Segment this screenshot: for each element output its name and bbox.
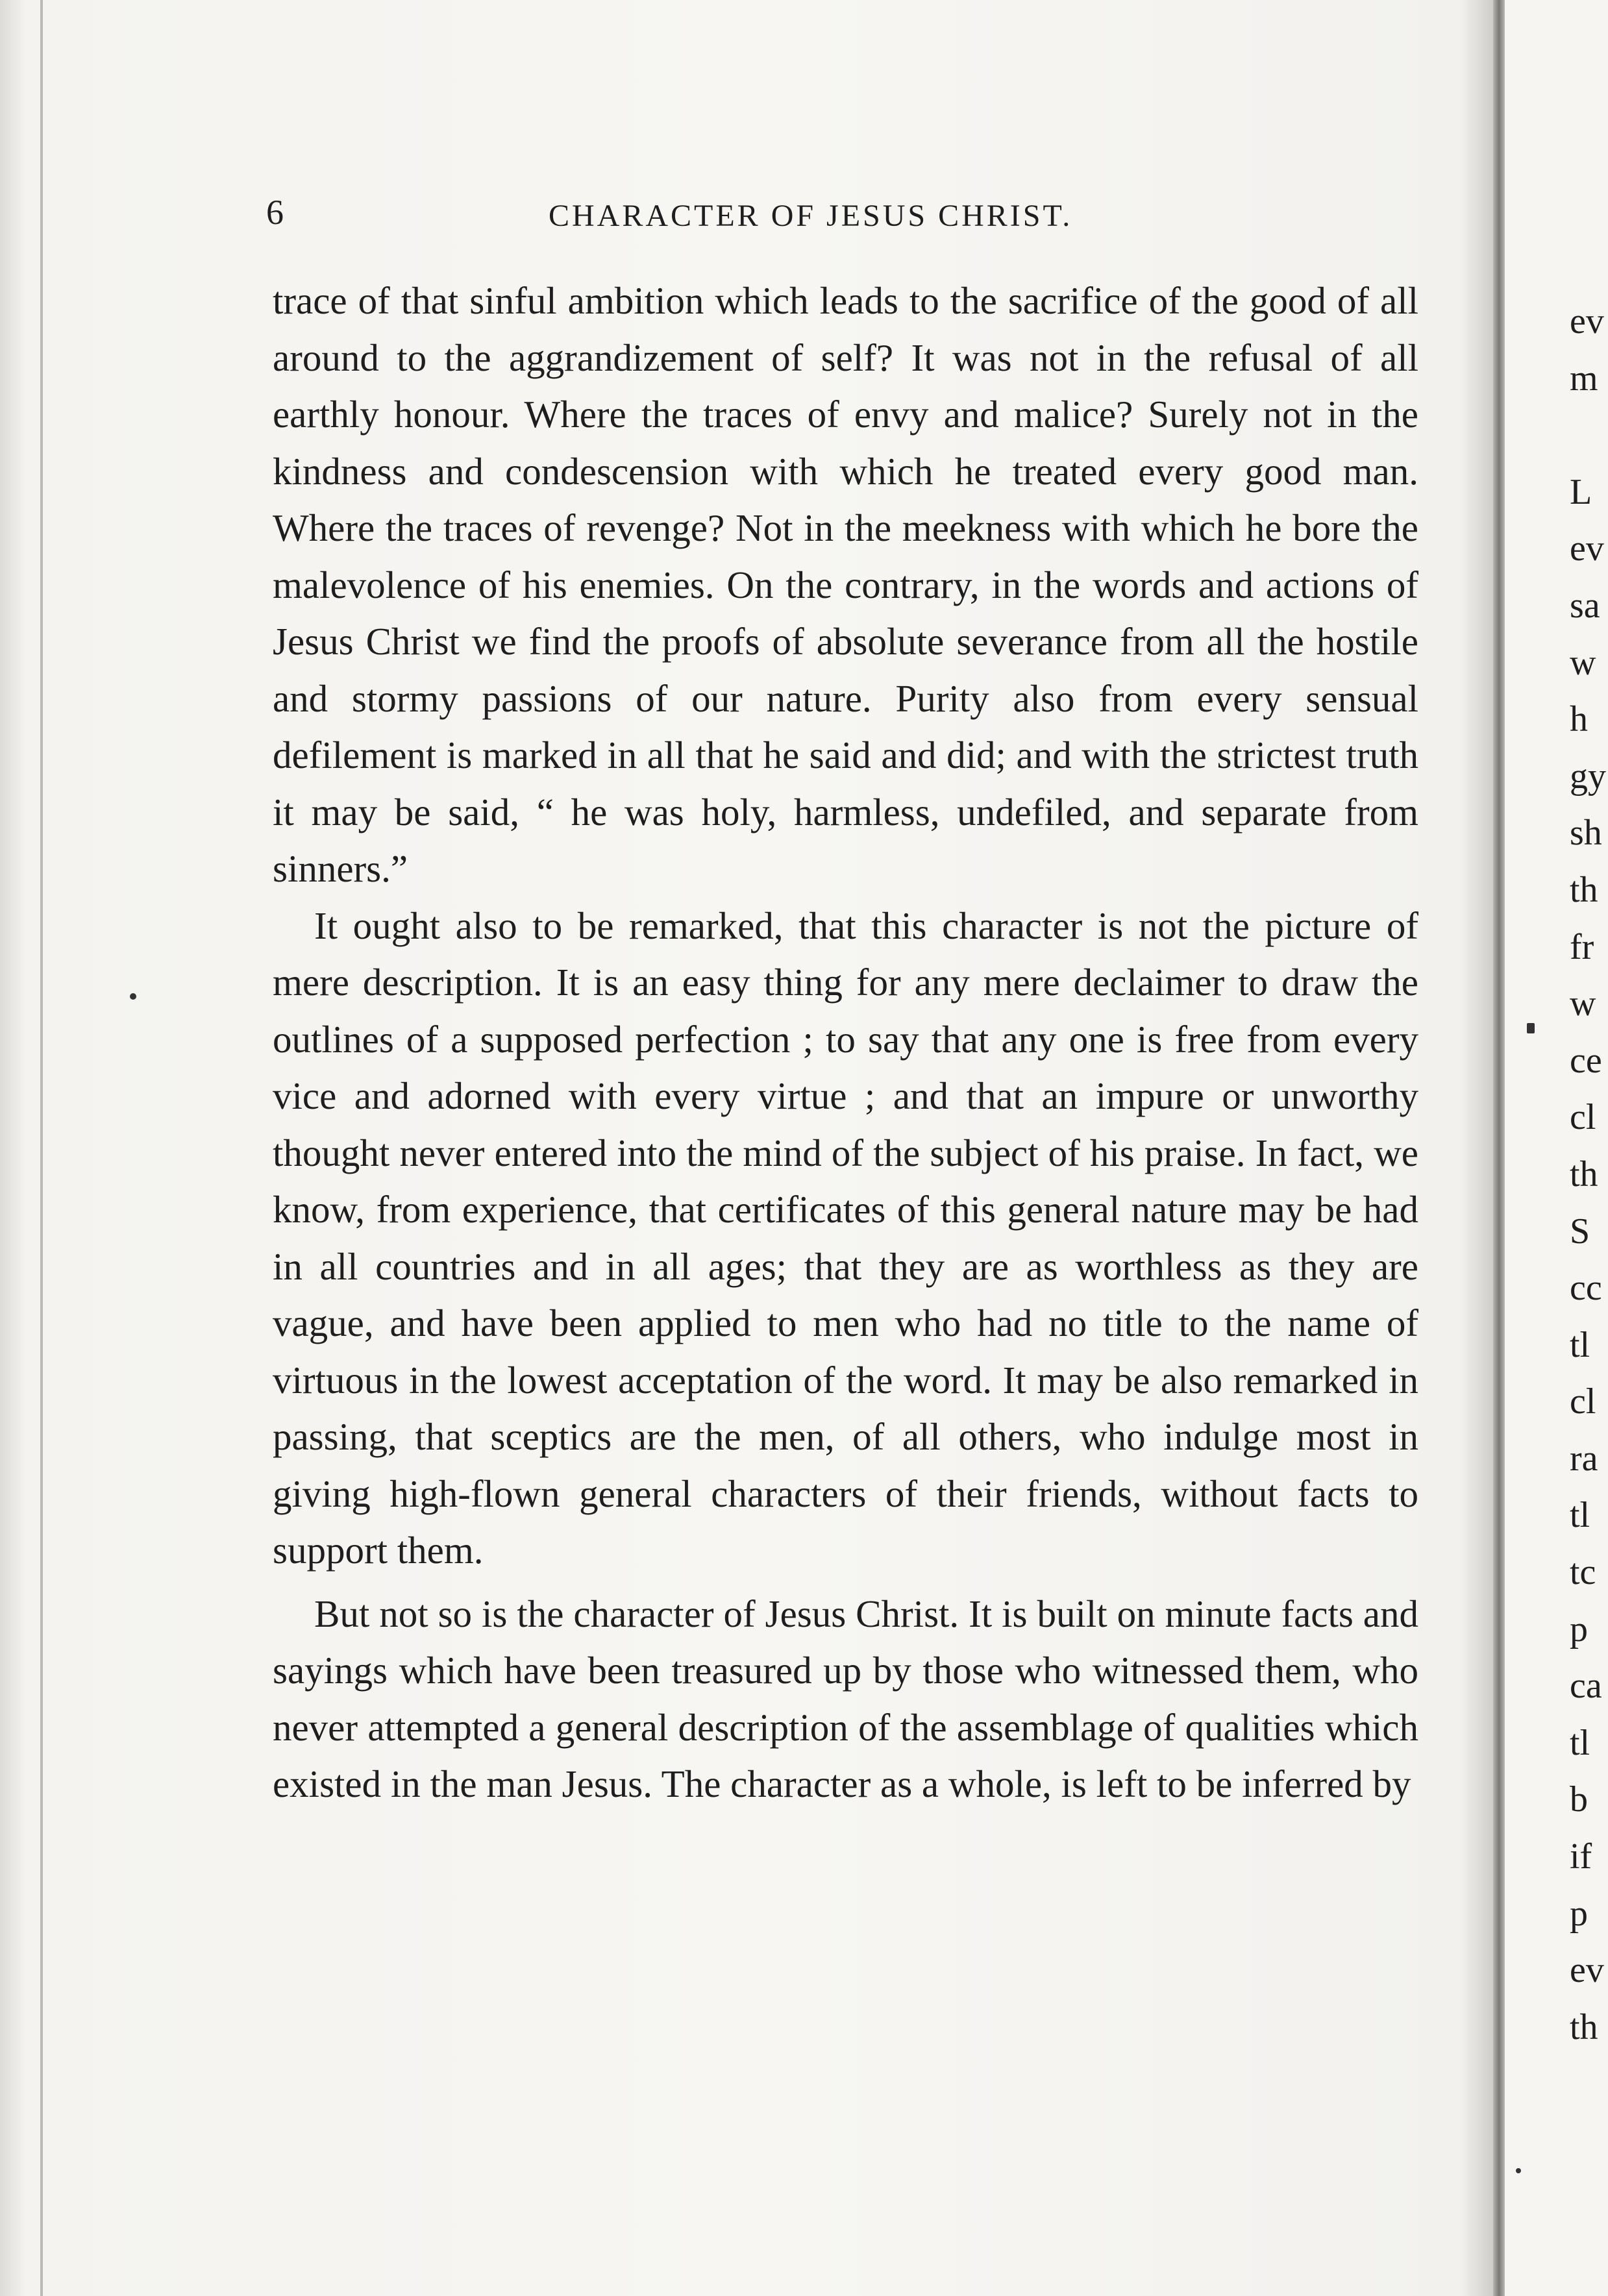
facing-page-text-fragments [1570,293,1608,2056]
fragment-line: b [1570,1779,1588,1820]
fragment-line: p [1570,1893,1588,1934]
fragment-line: S [1570,1211,1590,1252]
fragment-line: tl [1570,1495,1590,1536]
page-header [266,190,1233,235]
fragment-line: fr [1570,926,1594,967]
fragment-line: tc [1570,1552,1596,1593]
fragment-line: w [1570,642,1596,683]
scan-speck [1527,1023,1535,1033]
fragment-line: tl [1570,1722,1590,1763]
fragment-line: h [1570,699,1588,740]
page-edge-shadow [40,0,43,2296]
paragraph: But not so is the character of Jesus Christ. It is built on minute facts and sayings which have been treasured up by those who witnessed them, who never attempted a general description of the assemblage of qualities which existed in the man Jesus. The character as a whole, is left to be inferred by [273,1592,1418,1805]
fragment-line: th [1570,1154,1598,1194]
fragment-line: cl [1570,1097,1596,1138]
fragment-line: th [1570,869,1598,910]
paragraph-continued: trace of that sinful ambition which leads to the sacrifice of the good of all around to the aggrandizement of self? It was not in the refusal of all earthly honour. Where the traces of envy and malice? Surely not in the kindness and condescension with which he treated every good man. Where the traces of revenge? Not in the meekness with which he bore the malevolence of his enemies. On the contrary, in the words and actions of Jesus Christ we find the proofs of absolute severance from all the hostile and stormy passions of our nature. Purity also from every sensual defilement is marked in all that he said and did; and with the strictest truth it may be said, “ he was holy, harmless, undefiled, and separate from sinners.” [273,279,1418,890]
fragment-line: ev [1570,528,1604,569]
book-gutter [1493,0,1505,2296]
scan-speck [1516,2168,1521,2173]
fragment-line: w [1570,983,1596,1024]
fragment-line [1570,407,1608,464]
fragment-line: gy [1570,756,1606,796]
fragment-line: p [1570,1609,1588,1649]
fragment-line: cc [1570,1268,1602,1309]
page-number: 6 [266,193,284,232]
fragment-line: ra [1570,1438,1598,1479]
fragment-line: if [1570,1836,1592,1877]
fragment-line: sa [1570,585,1600,626]
fragment-line: sh [1570,813,1602,854]
fragment-line: ca [1570,1666,1602,1707]
fragment-line: tl [1570,1324,1590,1365]
fragment-line: L [1570,471,1592,512]
body-text [273,273,1418,1813]
fragment-line: ev [1570,301,1604,341]
fragment-line: cl [1570,1381,1596,1422]
running-title: CHARACTER OF JESUS CHRIST. [549,199,1073,233]
fragment-line: th [1570,2006,1598,2047]
fragment-line: ev [1570,1950,1604,1991]
fragment-line: ce [1570,1040,1602,1081]
scan-speck [130,993,136,1000]
paragraph: It ought also to be remarked, that this character is not the picture of mere description. It is an easy thing for any mere declaimer to draw the outlines of a supposed perfection ; to say that any one is free from every vice and adorned with every virtue ; and that an impure or unworthy thought never entered into the mind of the subject of his praise. In fact, we know, from experience, that certificates of this general nature may be had in all countries and in all ages; that they are as worthless as they are vague, and have been applied to men who had no title to the name of virtuous in the lowest acceptation of the word. It may be also remarked in passing, that sceptics are the men, of all others, who indulge most in giving high-flown general characters of their friends, without facts to support them. [273,904,1418,1572]
fragment-line: m [1570,358,1598,399]
